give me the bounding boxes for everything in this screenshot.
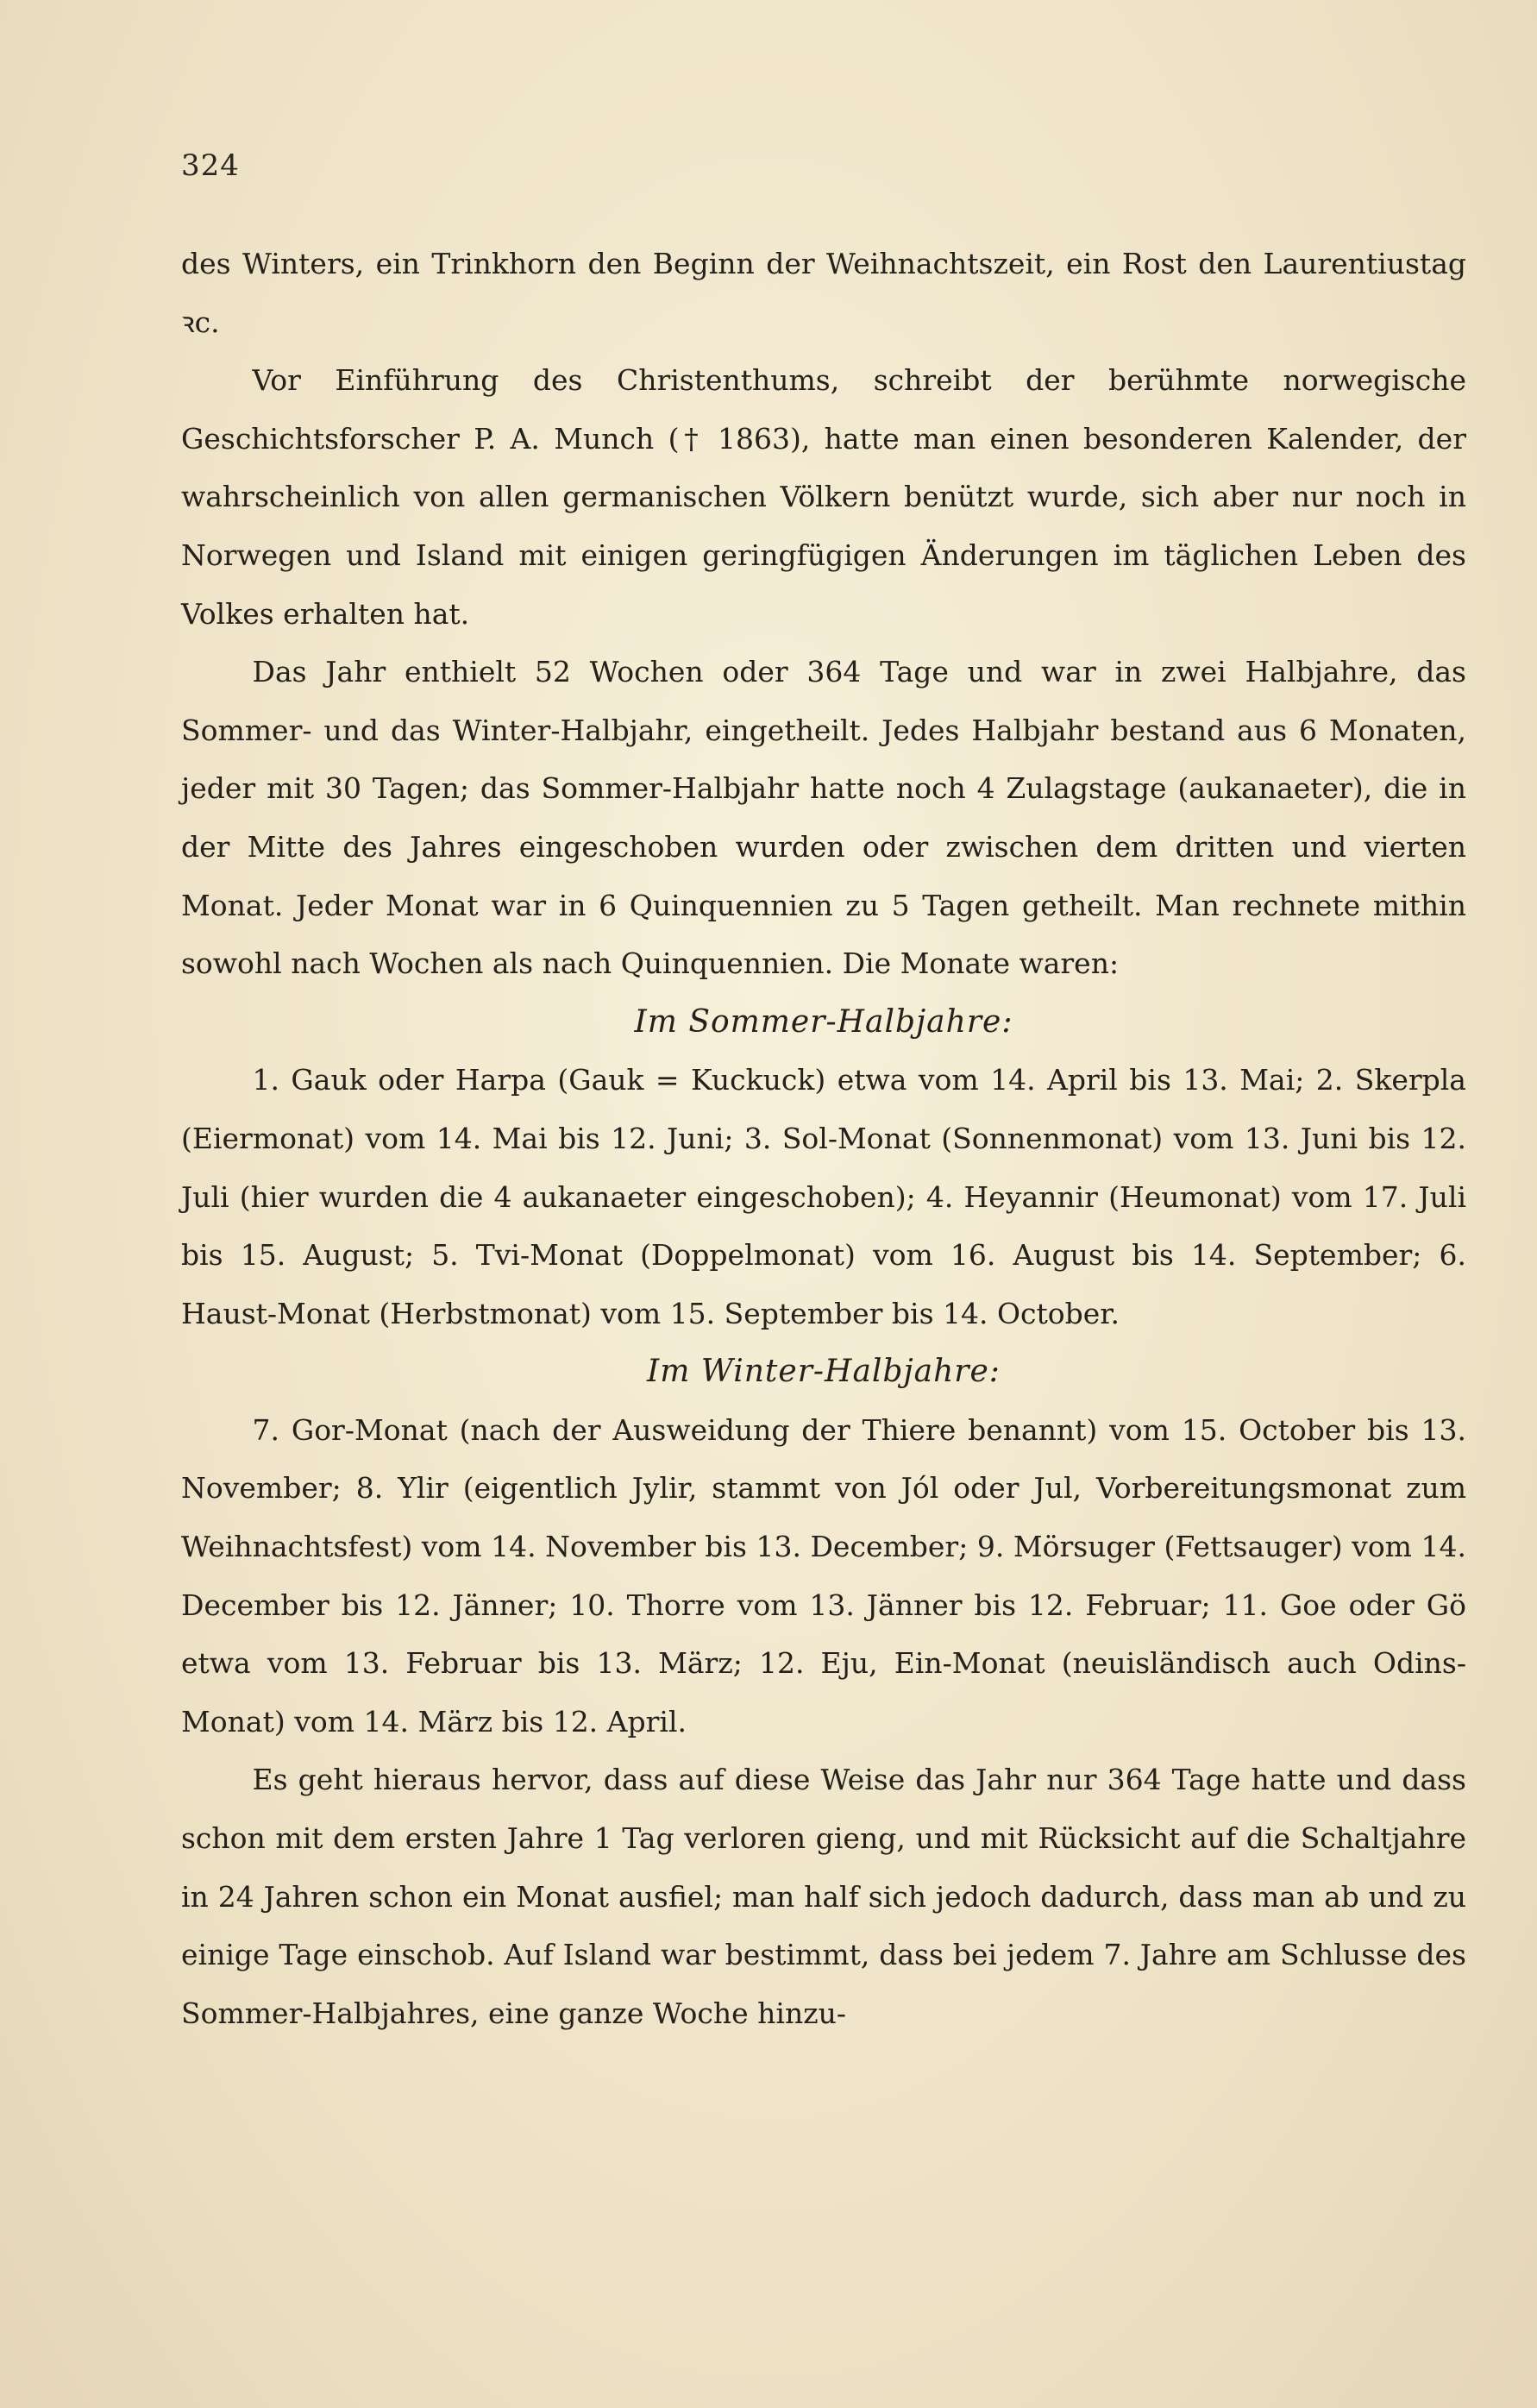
- paragraph-3: Das Jahr enthielt 52 Wochen oder 364 Tage und war in zwei Halbjahre, das Sommer- und das Winter-Halbjahr, eingetheilt. Jedes Halbjahr bestand aus 6 Monaten, jeder mit 30 Tagen; das Sommer-Halbjahr hatte noch 4 Zulagstage (aukanaeter), die in der Mitte des Jahres eingeschoben wurden oder zwischen dem dritten und vierten Monat. Jeder Monat war in 6 Quinquennien zu 5 Tagen getheilt. Man rechnete mithin sowohl nach Wochen als nach Quinquennien. Die Monate waren:: [181, 655, 1466, 981]
- summer-heading: Im Sommer-Halbjahre:: [634, 1003, 1013, 1040]
- winter-months-list: 7. Gor-Monat (nach der Ausweidung der Thiere benannt) vom 15. October bis 13. November; 8. Ylir (eigentlich Jylir, stammt von Jól oder Jul, Vorbereitungsmonat zum Weihnachtsfest) vom 14. November bis 13. December; 9. Mörsuger (Fettsauger) vom 14. December bis 12. Jänner; 10. Thorre vom 13. Jänner bis 12. Februar; 11. Goe oder Gö etwa vom 13. Februar bis 13. März; 12. Eju, Ein-Monat (neuisländisch auch Odins-Monat) vom 14. März bis 12. April.: [181, 1412, 1466, 1738]
- summer-months-list: 1. Gauk oder Harpa (Gauk = Kuckuck) etwa vom 14. April bis 13. Mai; 2. Skerpla (Eiermonat) vom 14. Mai bis 12. Juni; 3. Sol-Monat (Sonnenmonat) vom 13. Juni bis 12. Juli (hier wurden die 4 aukanaeter eingeschoben); 4. Heyannir (Heumonat) vom 17. Juli bis 15. August; 5. Tvi-Monat (Doppelmonat) vom 16. August bis 14. September; 6. Haust-Monat (Herbstmonat) vom 15. September bis 14. October.: [181, 1063, 1466, 1330]
- body-text: [181, 235, 1466, 2042]
- winter-heading: Im Winter-Halbjahre:: [647, 1354, 1001, 1390]
- closing-paragraph: Es geht hieraus hervor, dass auf diese Weise das Jahr nur 364 Tage hatte und dass schon mit dem ersten Jahre 1 Tag verloren gieng, und mit Rücksicht auf die Schaltjahre in 24 Jahren schon ein Monat ausfiel; man half sich jedoch dadurch, dass man ab und zu einige Tage einschob. Auf Island war bestimmt, dass bei jedem 7. Jahre am Schlusse des Sommer-Halbjahres, eine ganze Woche hinzu-: [181, 1763, 1466, 2030]
- page-number: 324: [181, 148, 240, 183]
- paragraph-1: des Winters, ein Trinkhorn den Beginn der Weihnachtszeit, ein Rost den Laurentiustag ꝛc.: [181, 247, 1466, 339]
- paragraph-2: Vor Einführung des Christenthums, schreibt der berühmte norwegische Geschichtsforscher P. A. Munch († 1863), hatte man einen besonderen Kalender, der wahrscheinlich von allen germanischen Völkern benützt wurde, sich aber nur noch in Norwegen und Island mit einigen geringfügigen Änderungen im täglichen Leben des Volkes erhalten hat.: [181, 363, 1466, 631]
